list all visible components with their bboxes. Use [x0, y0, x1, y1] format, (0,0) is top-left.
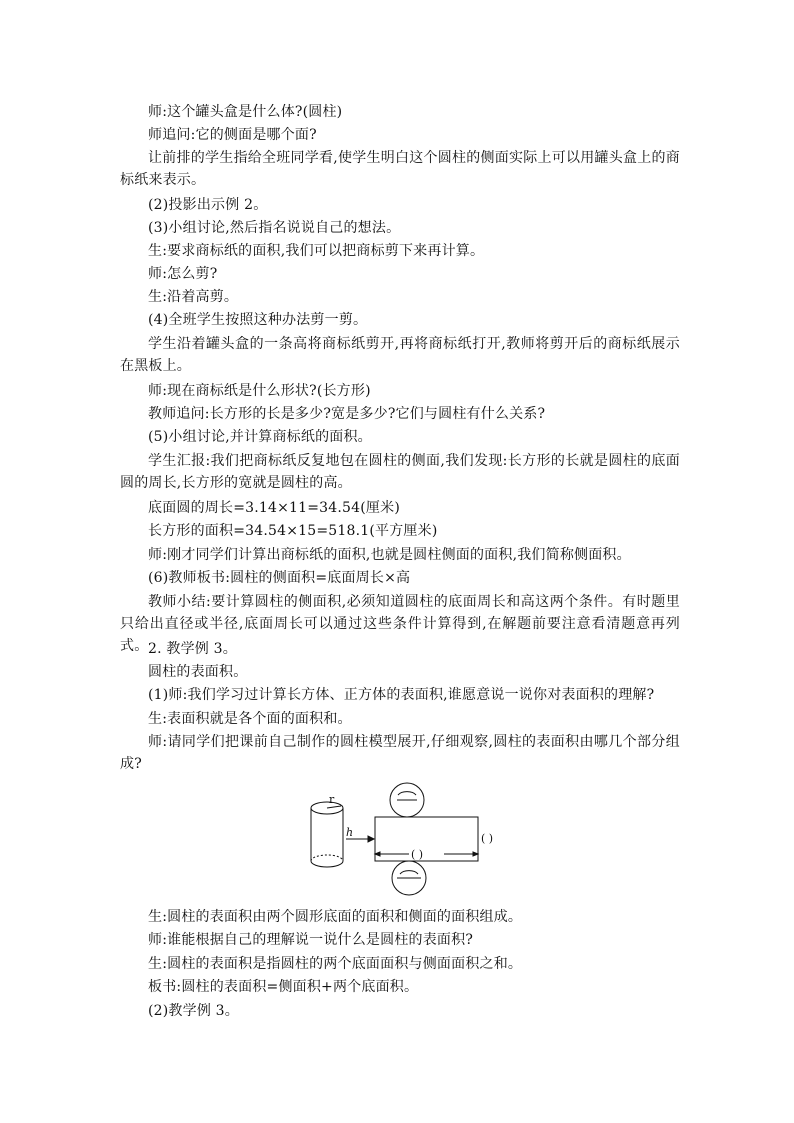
- paragraph: 生:表面积就是各个面的面积和。: [148, 711, 352, 727]
- paragraph: 让前排的学生指给全班同学看,使学生明白这个圆柱的侧面实际上可以用罐头盒上的商标纸来表示。: [120, 150, 680, 188]
- paragraph: 板书:圆柱的表面积=侧面积+两个底面积。: [148, 979, 419, 995]
- paragraph: (6)教师板书:圆柱的侧面积=底面周长×高: [148, 570, 411, 586]
- cylinder-shape: [311, 802, 343, 867]
- top-base-circle: [390, 783, 424, 817]
- paragraph: (2)投影出示例 2。: [148, 197, 268, 213]
- paragraph: 生:圆柱的表面积是指圆柱的两个底面面积与侧面面积之和。: [148, 956, 523, 972]
- paragraph: 圆柱的表面积。: [148, 664, 248, 680]
- width-blank: ( ): [481, 832, 494, 845]
- paragraph: 师:怎么剪?: [148, 266, 218, 282]
- paragraph: 师追问:它的侧面是哪个面?: [148, 127, 317, 143]
- cylinder-net-diagram: [305, 778, 535, 896]
- cylinder-net-figure: [305, 778, 535, 896]
- paragraph: 生:沿着高剪。: [148, 289, 239, 305]
- paragraph: (1)师:我们学习过计算长方体、正方体的表面积,谁愿意说一说你对表面积的理解?: [148, 687, 655, 703]
- paragraph: 师:请同学们把课前自己制作的圆柱模型展开,仔细观察,圆柱的表面积由哪几个部分组成?: [120, 734, 680, 772]
- paragraph: 师:这个罐头盒是什么体?(圆柱): [148, 104, 343, 120]
- formula-line: 长方形的面积=34.54×15=518.1(平方厘米): [148, 523, 438, 539]
- paragraph: 师:现在商标纸是什么形状?(长方形): [148, 383, 371, 399]
- paragraph: (2)教学例 3。: [148, 1003, 239, 1019]
- bottom-base-circle: [392, 861, 426, 895]
- paragraph: 教师小结:要计算圆柱的侧面积,必须知道圆柱的底面周长和高这两个条件。有时题里只给出直径或半径,底面周长可以通过这些条件计算得到,在解题前要注意看清题意再列式。: [120, 594, 680, 654]
- length-dimension: [375, 852, 478, 856]
- paragraph: 学生汇报:我们把商标纸反复地包在圆柱的侧面,我们发现:长方形的长就是圆柱的底面圆的周长,长方形的宽就是圆柱的高。: [120, 453, 680, 491]
- paragraph: 生:圆柱的表面积由两个圆形底面的面积和侧面的面积组成。: [148, 909, 523, 925]
- length-blank: ( ): [411, 848, 424, 861]
- paragraph: 教师追问:长方形的长是多少?宽是多少?它们与圆柱有什么关系?: [148, 406, 546, 422]
- paragraph: 师:谁能根据自己的理解说一说什么是圆柱的表面积?: [148, 932, 474, 948]
- paragraph: (5)小组讨论,并计算商标纸的面积。: [148, 429, 372, 445]
- paragraph: 生:要求商标纸的面积,我们可以把商标剪下来再计算。: [148, 243, 485, 259]
- height-label: h: [346, 826, 354, 839]
- paragraph: (3)小组讨论,然后指名说说自己的想法。: [148, 220, 401, 236]
- section-heading: 2. 教学例 3。: [148, 641, 237, 657]
- paragraph: 师:刚才同学们计算出商标纸的面积,也就是圆柱侧面的面积,我们简称侧面积。: [148, 547, 631, 563]
- formula-line: 底面圆的周长=3.14×11=34.54(厘米): [148, 500, 400, 516]
- paragraph: 学生沿着罐头盒的一条高将商标纸剪开,再将商标纸打开,教师将剪开后的商标纸展示在黑板上。: [120, 336, 680, 374]
- radius-label: r: [329, 793, 335, 806]
- paragraph: (4)全班学生按照这种办法剪一剪。: [148, 312, 368, 328]
